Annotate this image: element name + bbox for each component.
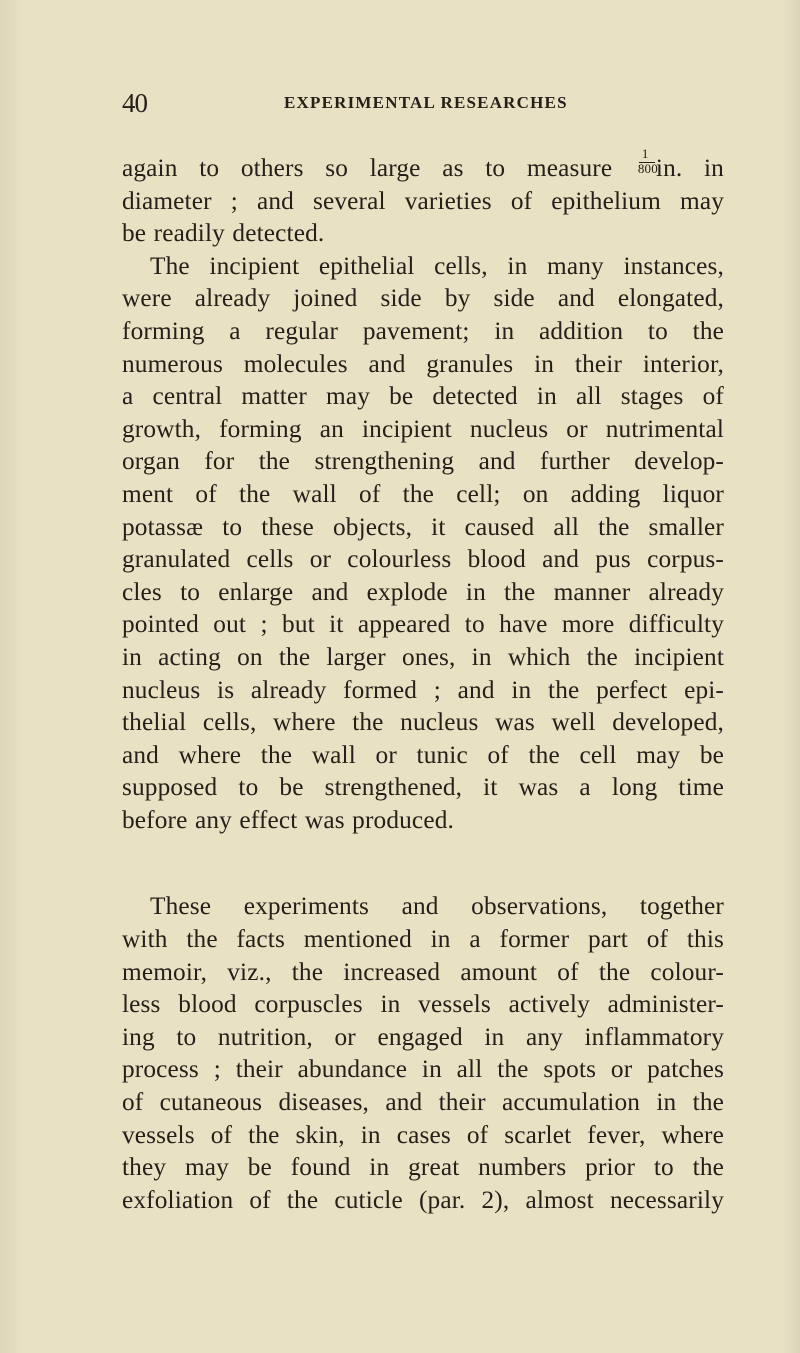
fraction-denominator: 800	[637, 161, 658, 176]
text-line: The incipient epithelial cells, in many instances,	[150, 251, 724, 280]
text-line: and where the wall or tunic of the cell may be	[122, 740, 724, 769]
text-line: less blood corpuscles in vessels actively administer-	[122, 990, 724, 1019]
text-line: vessels of the skin, in cases of scarlet fever, where	[122, 1120, 724, 1149]
fraction	[637, 146, 658, 183]
text-line: growth, forming an incipient nucleus or nutrimental	[122, 414, 724, 443]
page-number: 40	[122, 88, 147, 118]
line-start: again to others so large as to measure	[122, 154, 613, 182]
text-line: a central matter may be detected in all stages of	[122, 382, 724, 411]
text-line: granulated cells or colourless blood and pus corpus-	[122, 545, 724, 574]
text-line: organ for the strengthening and further develop-	[122, 447, 724, 476]
text-line: supposed to be strengthened, it was a long time	[122, 773, 724, 802]
paragraph-gap	[122, 836, 724, 890]
text-line: ing to nutrition, or engaged in any inflammatory	[122, 1022, 724, 1051]
text-line: forming a regular pavement; in addition to the	[122, 316, 724, 345]
text-line: exfoliation of the cuticle (par. 2), almost necessarily	[122, 1185, 724, 1214]
text-line: be readily detected.	[122, 219, 325, 248]
text-line: pointed out ; but it appeared to have more difficulty	[122, 610, 724, 639]
text-line: These experiments and observations, together	[150, 892, 724, 921]
text-line	[122, 146, 724, 185]
text-line: ment of the wall of the cell; on adding liquor	[122, 479, 724, 508]
text-line: they may be found in great numbers prior to the	[122, 1153, 724, 1182]
text-line: numerous molecules and granules in their interior,	[122, 349, 724, 378]
text-line: process ; their abundance in all the spots or patches	[122, 1055, 724, 1084]
text-line: diameter ; and several varieties of epithelium may	[122, 186, 724, 215]
text-line: thelial cells, where the nucleus was well developed,	[122, 708, 724, 737]
text-line: of cutaneous diseases, and their accumulation in the	[122, 1088, 724, 1117]
text-line: before any effect was produced.	[122, 805, 454, 834]
fraction-numerator: 1	[641, 146, 649, 161]
body-text	[122, 146, 724, 1216]
text-line: memoir, viz., the increased amount of the colour-	[122, 957, 724, 986]
text-line: were already joined side by side and elongated,	[122, 284, 724, 313]
text-line: with the facts mentioned in a former part of this	[122, 925, 724, 954]
running-head: EXPERIMENTAL RESEARCHES	[284, 93, 568, 112]
page-header	[122, 88, 722, 128]
text-line: in acting on the larger ones, in which the incipient	[122, 642, 724, 671]
text-line: nucleus is already formed ; and in the perfect epi-	[122, 675, 724, 704]
text-line: cles to enlarge and explode in the manner already	[122, 577, 724, 606]
text-line: potassæ to these objects, it caused all the smaller	[122, 512, 724, 541]
line-end: in. in	[655, 154, 724, 182]
